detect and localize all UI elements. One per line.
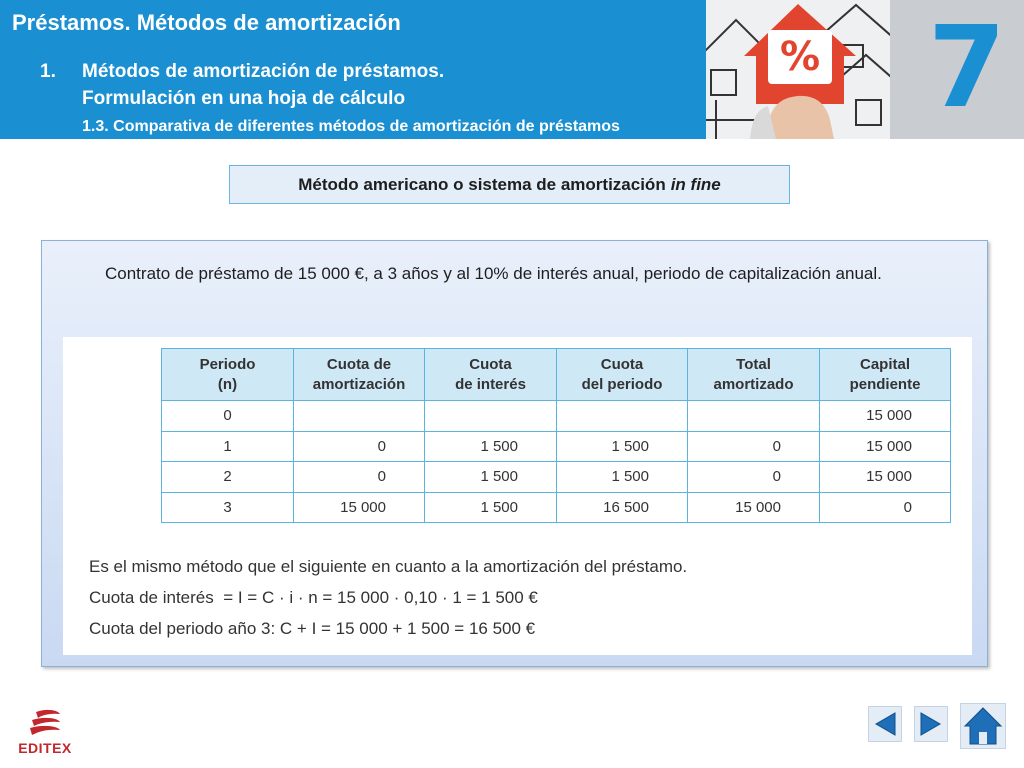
table-cell xyxy=(294,401,425,432)
chapter-number: 7 xyxy=(928,3,1006,133)
table-cell: 1 xyxy=(162,431,294,462)
table-cell: 15 000 xyxy=(820,462,951,493)
table-cell: 15 000 xyxy=(294,492,425,523)
header-photo xyxy=(706,0,890,139)
editex-logo xyxy=(10,708,80,760)
content-panel xyxy=(41,240,988,667)
explanation-notes xyxy=(89,551,687,644)
header-cell-periodo: Periodo (n) xyxy=(162,349,294,401)
table-cell: 0 xyxy=(162,401,294,432)
previous-button[interactable] xyxy=(868,706,902,742)
header-cell-cuota-periodo: Cuota del periodo xyxy=(557,349,688,401)
table-cell xyxy=(425,401,557,432)
arrow-left-icon xyxy=(873,711,897,737)
subtitle-line1: Métodos de amortización de préstamos. xyxy=(82,61,445,82)
table-cell xyxy=(557,401,688,432)
note-line: Es el mismo método que el siguiente en cuanto a la amortización del préstamo. xyxy=(89,557,688,576)
logo-text: EDITEX xyxy=(18,740,72,756)
table-cell: 0 xyxy=(294,431,425,462)
arrow-right-icon xyxy=(919,711,943,737)
note-line: Cuota del periodo año 3: C + I = 15 000 + 1 500 = 16 500 € xyxy=(89,619,536,638)
table-cell: 15 000 xyxy=(820,401,951,432)
table-row xyxy=(162,401,951,432)
table-cell: 16 500 xyxy=(557,492,688,523)
header-cell-total-amortizado: Total amortizado xyxy=(688,349,820,401)
table-cell: 0 xyxy=(820,492,951,523)
method-title-box xyxy=(229,165,790,204)
home-button[interactable] xyxy=(960,703,1006,749)
percent-symbol: % xyxy=(779,34,821,80)
table-cell: 3 xyxy=(162,492,294,523)
method-title: Método americano o sistema de amortización xyxy=(298,174,666,194)
table-cell: 0 xyxy=(688,462,820,493)
table-cell: 15 000 xyxy=(820,431,951,462)
example-box xyxy=(63,337,972,655)
next-button[interactable] xyxy=(914,706,948,742)
subtitle xyxy=(40,58,444,112)
table-row xyxy=(162,492,951,523)
section-title: 1.3. Comparativa de diferentes métodos de amortización de préstamos xyxy=(82,118,620,135)
table-cell: 0 xyxy=(688,431,820,462)
table-row xyxy=(162,462,951,493)
method-title-italic: in fine xyxy=(670,174,721,194)
table-cell: 15 000 xyxy=(688,492,820,523)
editex-logo-icon xyxy=(10,708,80,740)
note-line: Cuota de interés = I = C · i · n = 15 000 · 0,10 · 1 = 1 500 € xyxy=(89,588,538,607)
table-cell: 1 500 xyxy=(425,431,557,462)
table-header-row xyxy=(162,349,951,401)
table-cell: 1 500 xyxy=(425,462,557,493)
table-cell: 2 xyxy=(162,462,294,493)
header xyxy=(0,0,1024,139)
table-row xyxy=(162,431,951,462)
intro-text: Contrato de préstamo de 15 000 €, a 3 años y al 10% de interés anual, periodo de capitalización anual. xyxy=(105,264,882,283)
header-cell-capital-pendiente: Capital pendiente xyxy=(820,349,951,401)
page-title: Préstamos. Métodos de amortización xyxy=(12,10,401,35)
table-cell: 1 500 xyxy=(557,462,688,493)
table-cell xyxy=(688,401,820,432)
table-cell: 1 500 xyxy=(425,492,557,523)
table-cell: 1 500 xyxy=(557,431,688,462)
header-cell-cuota-amortizacion: Cuota de amortización xyxy=(294,349,425,401)
header-cell-cuota-interes: Cuota de interés xyxy=(425,349,557,401)
subtitle-line2: Formulación en una hoja de cálculo xyxy=(82,88,406,109)
home-icon xyxy=(961,704,1005,748)
amortization-table xyxy=(161,348,951,523)
table-cell: 0 xyxy=(294,462,425,493)
subtitle-number: 1. xyxy=(40,61,56,82)
